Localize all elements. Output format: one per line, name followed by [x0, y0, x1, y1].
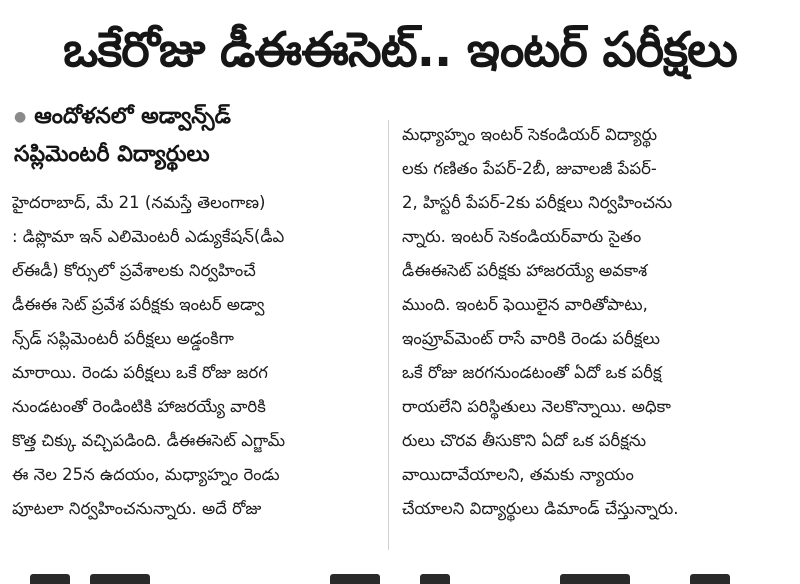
body-line: : డిప్లొమా ఇన్ ఎలిమెంటరీ ఎడ్యుకేషన్(డీఎ	[12, 227, 285, 246]
body-line: చేయాలని విద్యార్థులు డిమాండ్ చేస్తున్నారు.	[402, 499, 679, 518]
cropped-glyph	[90, 574, 150, 584]
headline: ఒకేరోజు డీఈఈసెట్.. ఇంటర్ పరీక్షలు	[63, 22, 737, 78]
body-line: హైదరాబాద్, మే 21 (నమస్తే తెలంగాణ)	[12, 193, 266, 212]
body-line: మధ్యాహ్నం ఇంటర్ సెకండియర్ విద్యార్థు	[402, 125, 658, 144]
subhead-text-1: ఆందోళనలో అడ్వాన్స్‌డ్	[34, 104, 231, 129]
body-line: రులు చొరవ తీసుకొని ఏదో ఒక పరీక్షను	[402, 431, 647, 450]
body-line: నుండటంతో రెండింటికి హాజరయ్యే వారికి	[12, 397, 266, 416]
cropped-glyph	[690, 574, 730, 584]
body-line: మారాయి. రెండు పరీక్షలు ఒకే రోజు జరగ	[12, 363, 268, 382]
left-column	[12, 186, 382, 526]
body-line: ఈ నెల 25న ఉదయం, మధ్యాహ్నం రెండు	[12, 465, 280, 484]
subhead-line-2: సప్లిమెంటరీ విద్యార్థులు	[14, 142, 210, 167]
body-line: న్స్‌డ్ సప్లిమెంటరీ పరీక్షలు అడ్డంకిగా	[12, 329, 234, 348]
body-line: డీఈఈసెట్ పరీక్షకు హాజరయ్యే అవకాశ	[402, 261, 648, 280]
body-line: ముంది. ఇంటర్ ఫెయిలైన వారితోపాటు,	[402, 295, 648, 314]
subhead-line-1	[14, 98, 374, 136]
body-line: ఒకే రోజు జరగనుండటంతో ఏదో ఒక పరీక్ష	[402, 363, 662, 382]
body-line: ఇంప్రూవ్‌మెంట్ రాసే వారికి రెండు పరీక్షలు	[402, 329, 660, 348]
right-column	[402, 118, 786, 526]
cropped-glyph	[30, 574, 70, 584]
column-divider	[388, 120, 389, 550]
body-line: రాయలేని పరిస్థితులు నెలకొన్నాయి. అధికా	[402, 397, 671, 416]
cropped-next-headline	[0, 566, 800, 584]
cropped-glyph	[560, 574, 630, 584]
body-line: 2, హిస్టరీ పేపర్-2కు పరీక్షలు నిర్వహించను	[402, 193, 673, 212]
subheadline	[14, 98, 374, 174]
body-line: లకు గణితం పేపర్-2బీ, జువాలజీ పేపర్-	[402, 159, 657, 178]
body-line: వాయిదావేయాలని, తమకు న్యాయం	[402, 465, 634, 484]
body-line: ల్‌ఈడీ) కోర్సులో ప్రవేశాలకు నిర్వహించే	[12, 261, 256, 280]
cropped-glyph	[420, 574, 450, 584]
cropped-glyph	[330, 574, 380, 584]
body-line: కొత్త చిక్కు వచ్చిపడింది. డీఈఈసెట్ ఎగ్జామ్	[12, 431, 286, 450]
bullet-icon: ●	[14, 109, 27, 125]
body-line: డీఈఈ సెట్ ప్రవేశ పరీక్షకు ఇంటర్ అడ్వా	[12, 295, 265, 314]
body-line: న్నారు. ఇంటర్ సెకండియర్‌వారు సైతం	[402, 227, 642, 246]
body-line: పూటలా నిర్వహించనున్నారు. అదే రోజు	[12, 499, 262, 518]
